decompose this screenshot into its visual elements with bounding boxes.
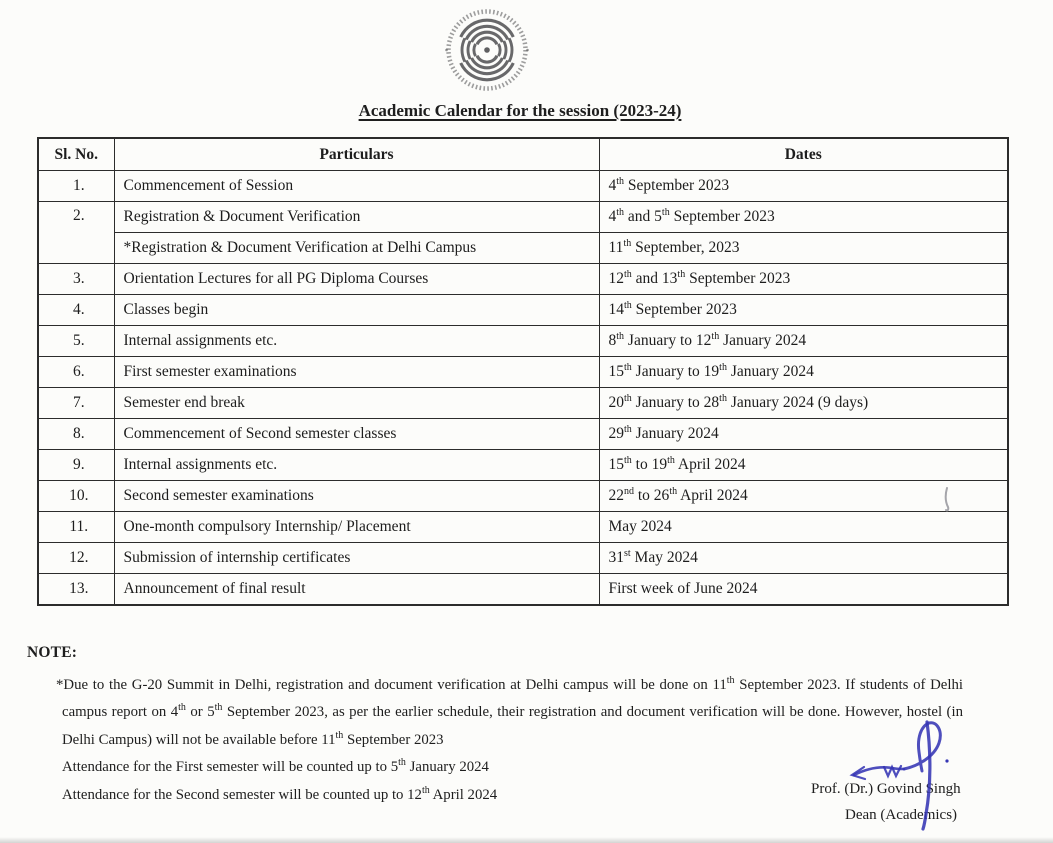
note-label: NOTE:	[27, 644, 78, 661]
row-dates: First week of June 2024	[599, 574, 1008, 606]
row-sl-no: 10.	[38, 481, 114, 512]
academic-calendar-table	[37, 137, 1009, 606]
header-sl-no: Sl. No.	[38, 138, 114, 171]
header-particulars: Particulars	[114, 138, 599, 171]
row-particulars: Commencement of Session	[114, 171, 599, 202]
table-row	[38, 295, 1008, 326]
signatory-name: Prof. (Dr.) Govind Singh	[811, 781, 961, 797]
scan-edge-shadow	[0, 837, 1053, 843]
table-row	[38, 202, 1008, 233]
row-dates: 29th January 2024	[599, 419, 1008, 450]
header-dates: Dates	[599, 138, 1008, 171]
row-particulars: Second semester examinations	[114, 481, 599, 512]
row-sl-no: 3.	[38, 264, 114, 295]
row-dates: 22nd to 26th April 2024	[599, 481, 1008, 512]
table-row	[38, 481, 1008, 512]
note-line: Attendance for the Second semester will be counted up to 12th April 2024	[62, 784, 498, 803]
row-particulars: Orientation Lectures for all PG Diploma Courses	[114, 264, 599, 295]
signature-ink-icon	[846, 714, 970, 832]
row-sl-no: 4.	[38, 295, 114, 326]
table-row	[38, 171, 1008, 202]
row-particulars: Internal assignments etc.	[114, 450, 599, 481]
row-sl-no: 12.	[38, 543, 114, 574]
row-particulars: One-month compulsory Internship/ Placement	[114, 512, 599, 543]
row-sl-no: 9.	[38, 450, 114, 481]
table-row	[38, 264, 1008, 295]
row-particulars: Internal assignments etc.	[114, 326, 599, 357]
row-sl-no: 7.	[38, 388, 114, 419]
signatory-title: Dean (Academics)	[845, 807, 958, 823]
row-dates: 20th January to 28th January 2024 (9 days)	[599, 388, 1008, 419]
row-dates: 12th and 13th September 2023	[599, 264, 1008, 295]
row-sl-no: 8.	[38, 419, 114, 450]
row-sl-no: 2.	[38, 202, 114, 264]
row-dates: 31st May 2024	[599, 543, 1008, 574]
pen-mark-icon	[938, 486, 956, 516]
row-particulars: *Registration & Document Verification at Delhi Campus	[114, 233, 599, 264]
table-row	[38, 388, 1008, 419]
note-line: campus report on 4th or 5th September 2023, as per the earlier schedule, their registration and document verification will be done. However, hostel (in	[62, 702, 963, 721]
table-row	[38, 233, 1008, 264]
table-row	[38, 419, 1008, 450]
row-dates: 11th September, 2023	[599, 233, 1008, 264]
row-particulars: Announcement of final result	[114, 574, 599, 606]
row-sl-no: 1.	[38, 171, 114, 202]
row-dates: 15th to 19th April 2024	[599, 450, 1008, 481]
institute-emblem-icon	[440, 4, 534, 96]
row-dates: May 2024	[599, 512, 1008, 543]
row-dates: 4th and 5th September 2023	[599, 202, 1008, 233]
row-particulars: Submission of internship certificates	[114, 543, 599, 574]
table-header-row	[38, 138, 1008, 171]
note-line: Attendance for the First semester will be counted up to 5th January 2024	[62, 757, 489, 776]
row-sl-no: 13.	[38, 574, 114, 606]
row-dates: 15th January to 19th January 2024	[599, 357, 1008, 388]
table-row	[38, 450, 1008, 481]
row-sl-no: 6.	[38, 357, 114, 388]
table-row	[38, 574, 1008, 606]
table-row	[38, 543, 1008, 574]
row-sl-no: 5.	[38, 326, 114, 357]
row-particulars: Commencement of Second semester classes	[114, 419, 599, 450]
row-dates: 4th September 2023	[599, 171, 1008, 202]
row-particulars: Classes begin	[114, 295, 599, 326]
row-particulars: First semester examinations	[114, 357, 599, 388]
table-row	[38, 357, 1008, 388]
page-title: Academic Calendar for the session (2023-24)	[358, 101, 682, 120]
row-particulars: Registration & Document Verification	[114, 202, 599, 233]
row-sl-no: 11.	[38, 512, 114, 543]
note-line: *Due to the G-20 Summit in Delhi, registration and document verification at Delhi campus will be done on 11th September 2023. If students of Delhi	[56, 675, 963, 693]
row-dates: 14th September 2023	[599, 295, 1008, 326]
row-dates: 8th January to 12th January 2024	[599, 326, 1008, 357]
table-row	[38, 512, 1008, 543]
row-particulars: Semester end break	[114, 388, 599, 419]
note-line: Delhi Campus) will not be available before 11th September 2023	[62, 729, 444, 748]
table-row	[38, 326, 1008, 357]
